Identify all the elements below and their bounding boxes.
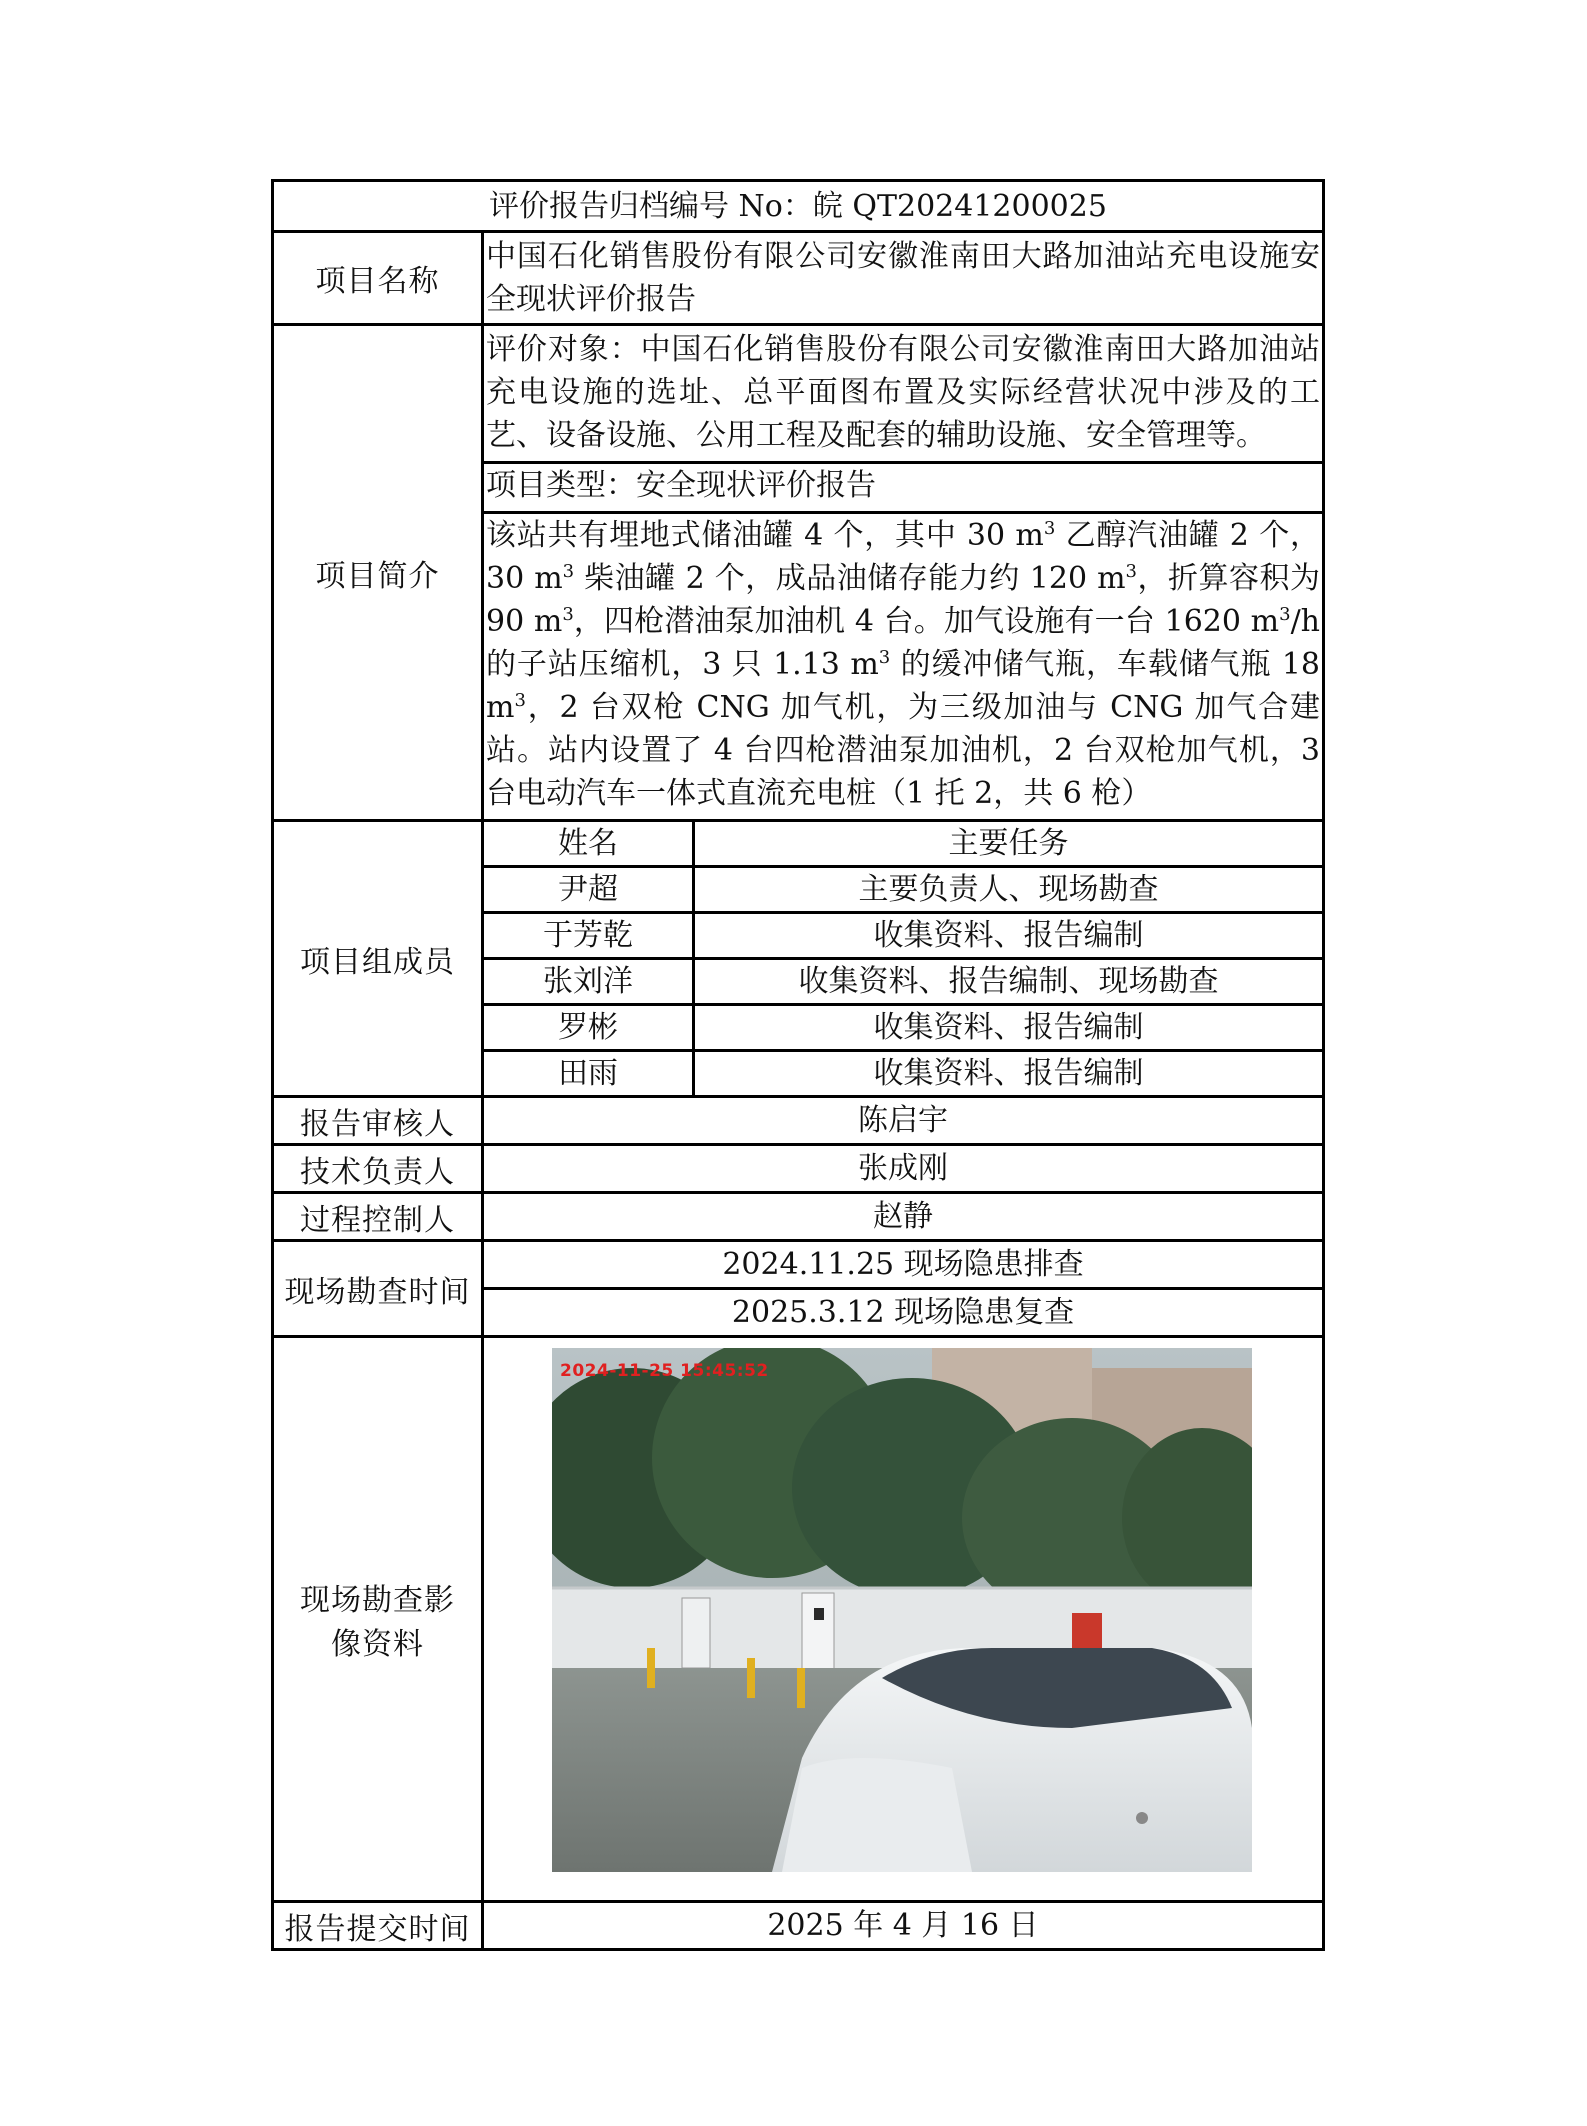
- member-row: [484, 960, 1322, 1006]
- member-name: 尹超: [484, 868, 695, 911]
- member-name: 张刘洋: [484, 960, 695, 1003]
- member-name: 罗彬: [484, 1006, 695, 1049]
- sup-3: 3: [1125, 561, 1137, 582]
- sup-6: 3: [878, 647, 891, 668]
- members-label: 项目组成员: [274, 822, 484, 1095]
- member-task: 收集资料、报告编制、现场勘查: [798, 964, 1219, 999]
- sup-7: 3: [514, 690, 526, 711]
- photo-timestamp: 2024-11-25 15:45:52: [560, 1361, 769, 1381]
- sup-5: 3: [1279, 604, 1291, 625]
- sup-1: 3: [1043, 518, 1056, 539]
- col-task-header: 主要任务: [948, 826, 1069, 861]
- site-photo-image: [552, 1348, 1252, 1872]
- reviewer-label: 报告审核人: [274, 1098, 484, 1143]
- member-row: [484, 1052, 1322, 1095]
- member-name: 于芳乾: [484, 914, 695, 957]
- col-name-header: 姓名: [484, 822, 695, 865]
- archive-number: 评价报告归档编号 No：皖 QT20241200025: [489, 188, 1107, 224]
- project-name-row: [274, 230, 1322, 323]
- members-header: [484, 822, 1322, 868]
- survey-time-1: 2024.11.25 现场隐患排查: [722, 1247, 1084, 1282]
- tech-lead-label: 技术负责人: [274, 1146, 484, 1191]
- report-info-table: [271, 179, 1325, 1951]
- submit-time-label: 报告提交时间: [274, 1903, 484, 1948]
- member-task: 收集资料、报告编制: [873, 1056, 1144, 1091]
- desc-part-5: ，四枪潜油泵加油机 4 台。加气设施有一台 1620 m: [573, 604, 1280, 639]
- member-row: [484, 1006, 1322, 1052]
- member-task: 收集资料、报告编制: [873, 918, 1144, 953]
- member-row: [484, 868, 1322, 914]
- desc-part-1: 该站共有埋地式储油罐 4 个，其中 30 m: [486, 518, 1044, 553]
- members-table: [484, 822, 1322, 1095]
- project-name-label: 项目名称: [274, 233, 484, 323]
- evaluation-object: 评价对象：中国石化销售股份有限公司安徽淮南田大路加油站充电设施的选址、总平面图布置及实际经营状况中涉及的工艺、设备设施、公用工程及配套的辅助设施、安全管理等。: [486, 332, 1320, 453]
- process-control-value: 赵静: [873, 1199, 933, 1234]
- member-task: 收集资料、报告编制: [873, 1010, 1144, 1045]
- process-control-row: [274, 1191, 1322, 1239]
- process-control-label: 过程控制人: [274, 1194, 484, 1239]
- survey-images-label: 现场勘查影像资料: [274, 1338, 484, 1900]
- survey-time-values: [484, 1242, 1322, 1335]
- desc-part-8: ，2 台双枪 CNG 加气机，为三级加油与 CNG 加气合建站。站内设置了 4 台四枪潜油泵加油机，2 台双枪加气机，3 台电动汽车一体式直流充电桩（1 托 2，共 6 枪）: [486, 690, 1320, 811]
- desc-part-6: /h 的子站压缩机，3 只 1.13 m: [486, 604, 1320, 682]
- project-intro-label: 项目简介: [274, 326, 484, 819]
- members-row: [274, 819, 1322, 1095]
- survey-images-cell: [484, 1338, 1322, 1900]
- submit-time-row: [274, 1900, 1322, 1948]
- project-type: 项目类型：安全现状评价报告: [484, 461, 1322, 511]
- reviewer-value: 陈启宇: [858, 1103, 948, 1138]
- reviewer-row: [274, 1095, 1322, 1143]
- survey-time-row: [274, 1239, 1322, 1335]
- tech-lead-row: [274, 1143, 1322, 1191]
- survey-time-2: 2025.3.12 现场隐患复查: [484, 1287, 1322, 1335]
- desc-part-7: 的缓冲储气瓶，车载储气瓶 18 m: [486, 647, 1320, 725]
- desc-part-4: ，折算容积为 90 m: [486, 561, 1320, 639]
- station-description: [484, 511, 1322, 819]
- member-task: 主要负责人、现场勘查: [858, 872, 1159, 907]
- sup-2: 3: [562, 561, 575, 582]
- member-row: [484, 914, 1322, 960]
- survey-time-label: 现场勘查时间: [274, 1242, 484, 1335]
- tech-lead-value: 张成刚: [858, 1151, 948, 1186]
- survey-images-row: [274, 1335, 1322, 1900]
- submit-time-value: 2025 年 4 月 16 日: [767, 1908, 1039, 1943]
- project-intro-content: [484, 326, 1322, 819]
- desc-part-3: 柴油罐 2 个，成品油储存能力约 120 m: [574, 561, 1126, 596]
- member-name: 田雨: [484, 1052, 695, 1095]
- desc-part-2: 乙醇汽油罐 2 个，30 m: [486, 518, 1320, 596]
- sup-4: 3: [562, 604, 574, 625]
- project-name-value: 中国石化销售股份有限公司安徽淮南田大路加油站充电设施安全现状评价报告: [486, 239, 1320, 317]
- project-intro-row: [274, 323, 1322, 819]
- archive-row: [274, 182, 1322, 230]
- site-photo: [552, 1348, 1252, 1872]
